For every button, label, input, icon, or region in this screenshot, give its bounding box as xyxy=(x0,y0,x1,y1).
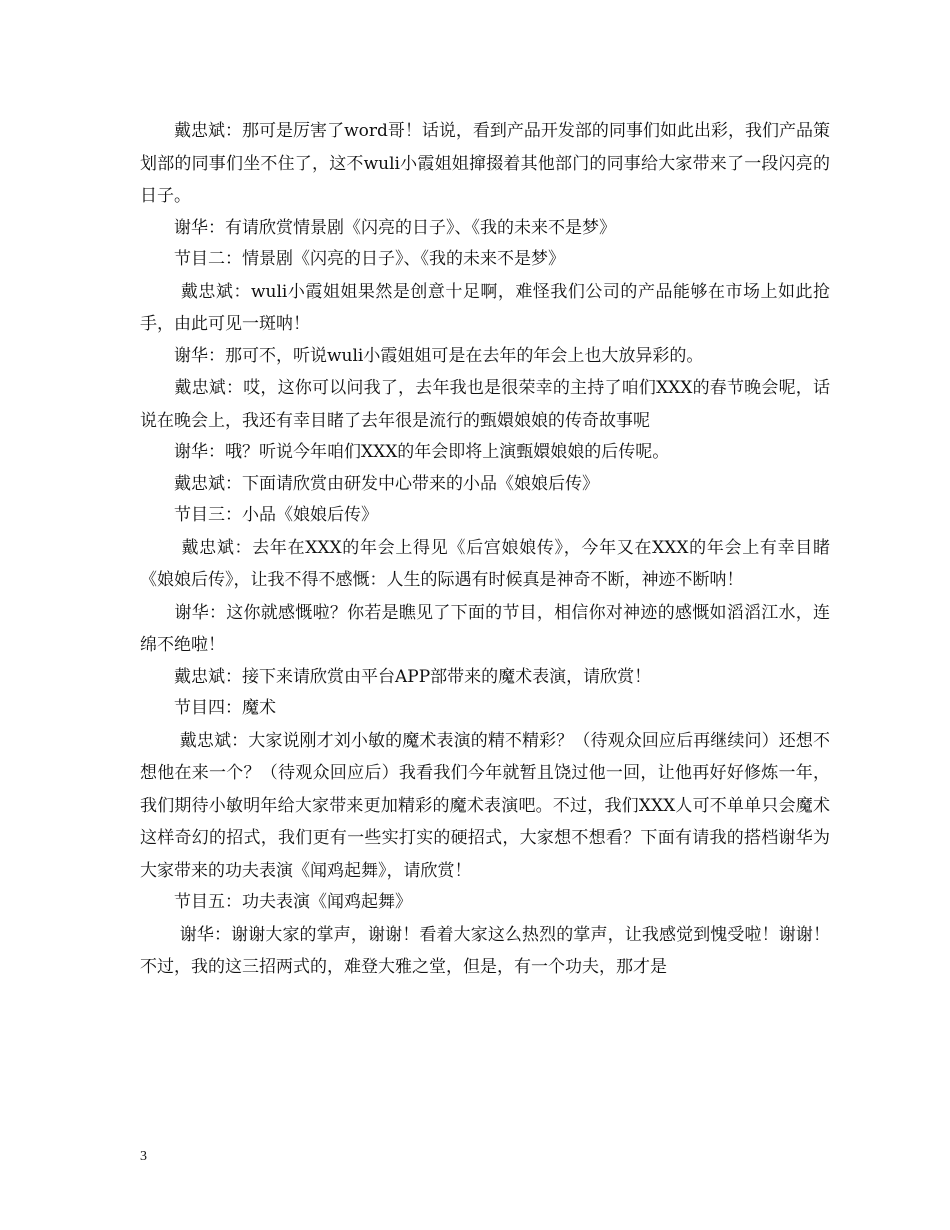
paragraph-10: 戴忠斌：去年在XXX的年会上得见《后宫娘娘传》，今年又在XXX的年会上有幸目睹《娘娘后传》，让我不得不感慨：人生的际遇有时候真是神奇不断，神迹不断呐！ xyxy=(140,537,830,590)
paragraph-1: 戴忠斌：那可是厉害了word哥！话说，看到产品开发部的同事们如此出彩，我们产品策划部的同事们坐不住了，这不wuli小霞姐姐撺掇着其他部门的同事给大家带来了一段闪亮的日子。 xyxy=(140,121,831,206)
body-text xyxy=(140,115,830,984)
paragraph-13: 节目四：魔术 xyxy=(174,698,276,718)
paragraph-15: 节目五：功夫表演《闻鸡起舞》 xyxy=(174,892,412,912)
paragraph-3: 节目二：情景剧《闪亮的日子》、《我的未来不是梦》 xyxy=(174,249,565,269)
paragraph-5: 谢华：那可不，听说wuli小霞姐姐可是在去年的年会上也大放异彩的。 xyxy=(174,345,704,366)
paragraph-11: 谢华：这你就感慨啦？你若是瞧见了下面的节目，相信你对神迹的感慨如滔滔江水，连绵不绝啦！ xyxy=(140,602,831,655)
paragraph-14: 戴忠斌：大家说刚才刘小敏的魔术表演的精不精彩？（待观众回应后再继续问）还想不想他在来一个？（待观众回应后）我看我们今年就暂且饶过他一回，让他再好好修炼一年，我们期待小敏明年给大家带来更加精彩的魔术表演吧。不过，我们XXX人可不单单只会魔术这样奇幻的招式，我们更有一些实打实的硬招式，大家想不想看？下面有请我的搭档谢华为大家带来的功夫表演《闻鸡起舞》，请欣赏！ xyxy=(140,730,830,881)
paragraph-4: 戴忠斌：wuli小霞姐姐果然是创意十足啊，难怪我们公司的产品能够在市场上如此抢手，由此可见一斑呐！ xyxy=(140,281,830,334)
paragraph-16: 谢华：谢谢大家的掌声，谢谢！看着大家这么热烈的掌声，让我感觉到愧受啦！谢谢！不过，我的这三招两式的，难登大雅之堂，但是，有一个功夫，那才是 xyxy=(140,924,830,977)
paragraph-12: 戴忠斌：接下来请欣赏由平台APP部带来的魔术表演，请欣赏！ xyxy=(174,666,652,687)
paragraph-9: 节目三：小品《娘娘后传》 xyxy=(174,505,378,525)
paragraph-2: 谢华：有请欣赏情景剧《闪亮的日子》、《我的未来不是梦》 xyxy=(174,217,616,238)
page-number: 3 xyxy=(140,1149,147,1164)
paragraph-6: 戴忠斌：哎，这你可以问我了，去年我也是很荣幸的主持了咱们XXX的春节晚会呢，话说在晚会上，我还有幸目睹了去年很是流行的甄嬛娘娘的传奇故事呢 xyxy=(140,378,830,431)
paragraph-8: 戴忠斌：下面请欣赏由研发中心带来的小品《娘娘后传》 xyxy=(174,473,599,494)
paragraph-7: 谢华：哦？听说今年咱们XXX的年会即将上演甄嬛娘娘的后传呢。 xyxy=(174,442,670,462)
